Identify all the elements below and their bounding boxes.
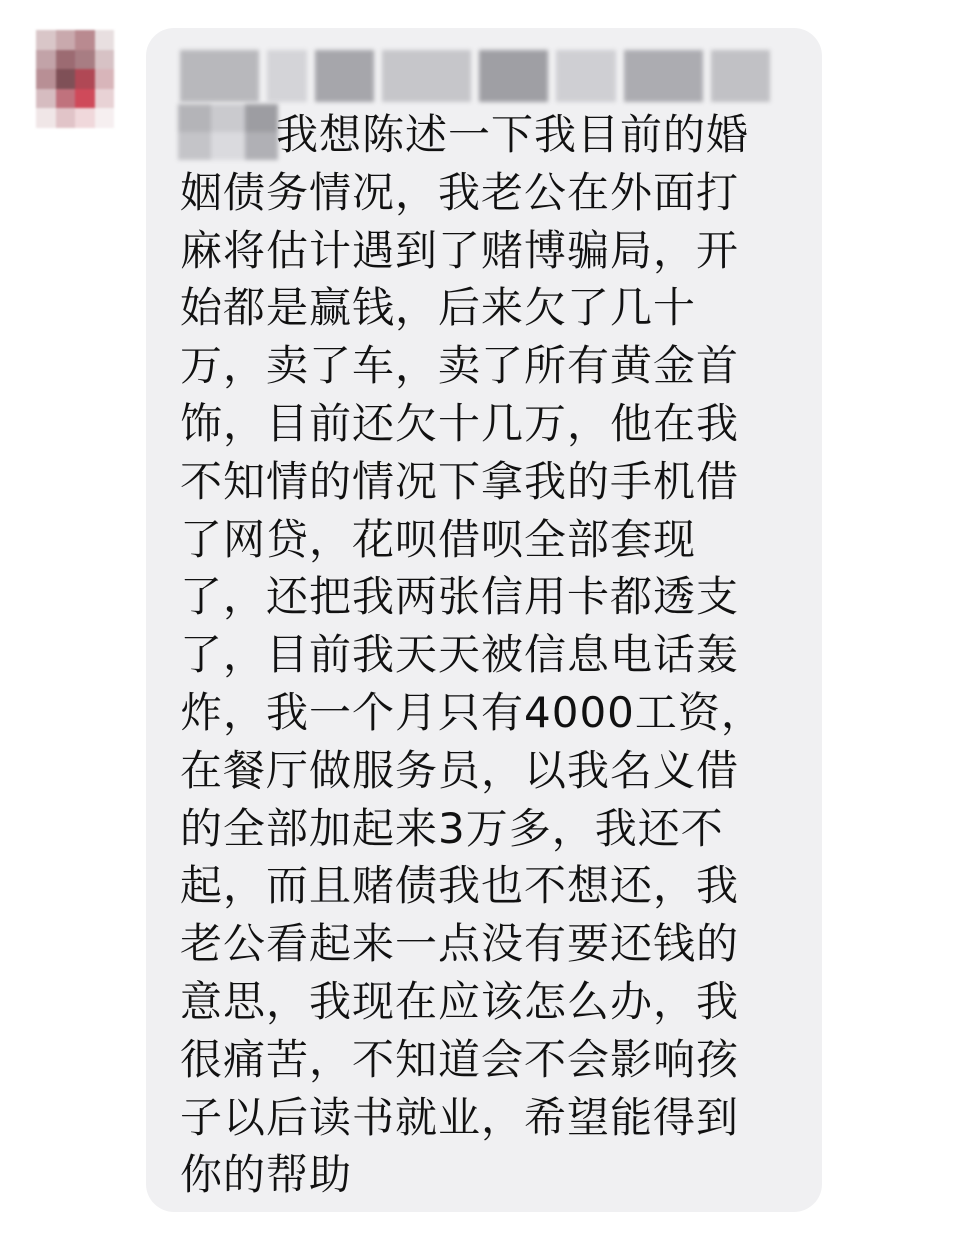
message-line: 在餐厅做服务员，以我名义借 — [180, 745, 740, 795]
message-line: 我想陈述一下我目前的婚 — [276, 110, 750, 159]
message-line: 了网贷，花呗借呗全部套现 — [180, 514, 697, 564]
message-line: 了，目前我天天被信息电话轰 — [180, 630, 740, 680]
sender-avatar[interactable] — [36, 30, 114, 128]
message-line: 你的帮助 — [180, 1150, 353, 1200]
message-line: 万，卖了车，卖了所有黄金首 — [180, 341, 740, 391]
message-text — [180, 106, 770, 1204]
redacted-sender-text — [180, 50, 770, 102]
message-line: 不知情的情况下拿我的手机借 — [180, 456, 740, 506]
message-line: 老公看起来一点没有要还钱的 — [180, 919, 740, 969]
message-line: 炸，我一个月只有4000工资， — [180, 687, 764, 737]
message-line: 的全部加起来3万多，我还不 — [180, 803, 724, 853]
message-line: 意思，我现在应该怎么办，我 — [180, 976, 740, 1026]
message-line: 子以后读书就业，希望能得到 — [180, 1092, 740, 1142]
message-line: 起，而且赌债我也不想还，我 — [180, 861, 740, 911]
message-line: 麻将估计遇到了赌博骗局，开 — [180, 225, 740, 275]
message-line: 了，还把我两张信用卡都透支 — [180, 572, 740, 622]
message-line: 始都是赢钱，后来欠了几十 — [180, 283, 697, 333]
message-line: 姻债务情况，我老公在外面打 — [180, 167, 740, 217]
message-line: 饰，目前还欠十几万，他在我 — [180, 398, 740, 448]
message-line: 很痛苦，不知道会不会影响孩 — [180, 1034, 740, 1084]
